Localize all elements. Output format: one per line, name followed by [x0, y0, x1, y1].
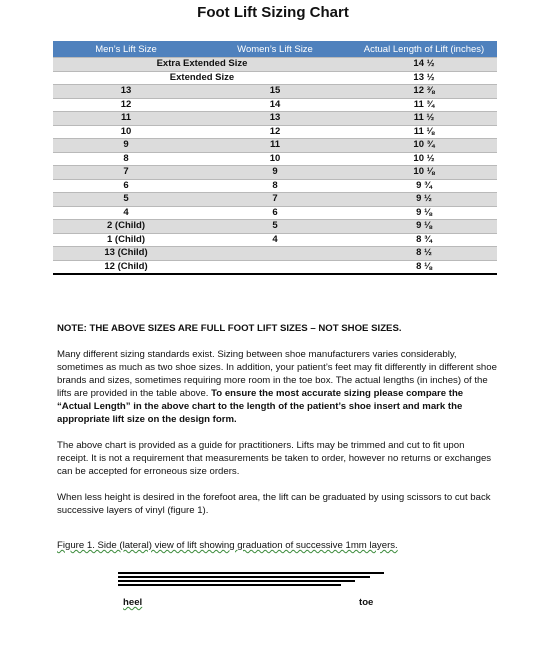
table-row-special [53, 71, 497, 85]
lift-layer [118, 580, 355, 582]
note-paragraph-guide: The above chart is provided as a guide for practitioners. Lifts may be trimmed and cut to fit upon receipt. It is not a requirement that measurements be taken to order, however no returns or exchanges can be accepted for erroneous size orders. [57, 440, 492, 477]
heel-label: heel [123, 597, 143, 608]
womens-size-cell: 9 [199, 166, 351, 180]
note-paragraph-sizing-text: Many different sizing standards exist. Sizing between shoe manufacturers varies considerably, sometimes as much as two shoe sizes. In addition, your patient’s feet may fit differently in different shoe brands and sizes, sometimes requiring more room in the toe box. The actual lengths (in inches) of the lifts are provided in the table above. [57, 349, 497, 399]
table-row [53, 247, 497, 261]
mens-size-cell: 7 [53, 166, 199, 180]
lift-layer [118, 576, 370, 578]
womens-size-cell: 7 [199, 193, 351, 207]
mens-size-cell: 13 [53, 85, 199, 99]
lift-length-cell: 9 ⅛ [416, 206, 432, 218]
note-heading: NOTE: THE ABOVE SIZES ARE FULL FOOT LIFT SIZES – NOT SHOE SIZES. [57, 323, 402, 334]
mens-size-cell: 8 [123, 152, 129, 164]
womens-size-cell: 14 [269, 98, 281, 110]
table-row [53, 112, 497, 126]
table-row [53, 260, 497, 274]
lift-layers-diagram [118, 570, 386, 590]
lift-length-cell: 10 ¾ [351, 139, 497, 153]
lift-layer [118, 584, 341, 586]
womens-size-cell: 13 [199, 112, 351, 126]
header-womens-size: Women’s Lift Size [199, 41, 351, 58]
table-header-row [53, 41, 497, 58]
note-paragraph-graduation: When less height is desired in the forefoot area, the lift can be graduated by using scissors to cut back successive layers of vinyl (figure 1). [57, 492, 491, 516]
womens-size-cell: 11 [199, 139, 351, 153]
table-row [53, 179, 497, 193]
mens-size-cell: 10 [120, 125, 132, 137]
note-paragraph-sizing [57, 348, 497, 426]
figure-caption: Figure 1. Side (lateral) view of lift showing graduation of successive 1mm layers. [57, 540, 398, 551]
lift-length-cell: 8 ⅛ [351, 260, 497, 274]
special-size-label: Extended Size [169, 71, 235, 83]
special-size-label: Extra Extended Size [53, 58, 351, 72]
mens-size-cell: 1 (Child) [107, 233, 145, 245]
table-row [53, 220, 497, 234]
womens-size-cell: 5 [199, 220, 351, 234]
mens-size-cell: 9 [53, 139, 199, 153]
mens-size-cell: 12 (Child) [53, 260, 199, 274]
table-row [53, 233, 497, 247]
lift-length-cell: 11 ¾ [413, 98, 435, 110]
lift-length-cell: 8 ½ [351, 247, 497, 261]
table-row [53, 85, 497, 99]
womens-size-cell: 8 [272, 179, 278, 191]
lift-length-cell: 9 ½ [351, 193, 497, 207]
lift-length-cell: 10 ½ [413, 152, 435, 164]
sizing-table [53, 41, 497, 275]
mens-size-cell: 5 [53, 193, 199, 207]
womens-size-cell [199, 247, 351, 261]
womens-size-cell: 10 [269, 152, 281, 164]
mens-size-cell: 2 (Child) [53, 220, 199, 234]
mens-size-cell: 11 [53, 112, 199, 126]
notes-section [57, 322, 497, 530]
table-row [53, 98, 497, 112]
lift-length-cell: 11 ½ [351, 112, 497, 126]
lift-length-cell: 12 ⅜ [351, 85, 497, 99]
toe-label: toe [359, 597, 374, 608]
lift-layer [118, 572, 384, 574]
lift-length-cell: 8 ¾ [416, 233, 432, 245]
table-row [53, 166, 497, 180]
lift-length-cell: 13 ½ [413, 71, 435, 83]
table-row [53, 125, 497, 139]
lift-length-cell: 9 ¾ [416, 179, 432, 191]
lift-length-cell: 11 ⅛ [413, 125, 435, 137]
page-title: Foot Lift Sizing Chart [197, 4, 349, 21]
table-row-special [53, 58, 497, 72]
header-actual-length: Actual Length of Lift (inches) [351, 41, 497, 58]
womens-size-cell: 12 [269, 125, 281, 137]
womens-size-cell: 4 [272, 233, 278, 245]
lift-length-cell: 9 ⅛ [351, 220, 497, 234]
mens-size-cell: 6 [123, 179, 129, 191]
womens-size-cell: 6 [272, 206, 278, 218]
table-row [53, 206, 497, 220]
lift-length-cell: 14 ½ [351, 58, 497, 72]
table-row [53, 193, 497, 207]
note-paragraph-sizing-emphasis: To ensure the most accurate sizing please compare the “Actual Length” in the above chart to the length of the patient’s shoe insert and mark the appropriate lift size on the design form. [57, 388, 464, 425]
table-row [53, 152, 497, 166]
womens-size-cell: 15 [199, 85, 351, 99]
mens-size-cell: 13 (Child) [53, 247, 199, 261]
mens-size-cell: 12 [120, 98, 132, 110]
header-mens-size: Men’s Lift Size [53, 41, 199, 58]
womens-size-cell [199, 260, 351, 274]
mens-size-cell: 4 [123, 206, 129, 218]
lift-length-cell: 10 ⅛ [351, 166, 497, 180]
table-row [53, 139, 497, 153]
